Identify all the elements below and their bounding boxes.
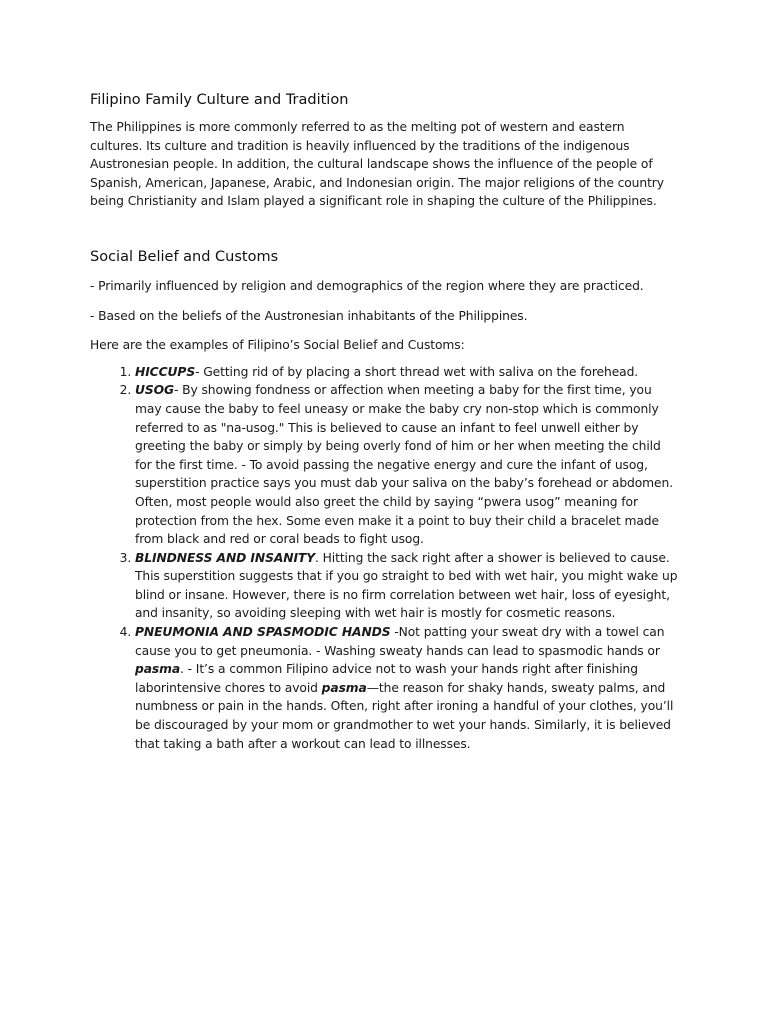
term-blindness-insanity: BLINDNESS AND INSANITY	[135, 550, 316, 565]
item-text-hiccups: - Getting rid of by placing a short thread wet with saliva on the forehead.	[195, 364, 639, 379]
item-text-pneumonia-b: . - It’s a common Filipino advice not to wash your hands right after finishing laborintensive chores to avoid	[135, 662, 638, 695]
term-pneumonia-spasmodic-hands: PNEUMONIA AND SPASMODIC HANDS	[135, 625, 391, 640]
list-item-blindness-insanity	[135, 549, 680, 623]
item-text-usog: - By showing fondness or affection when meeting a baby for the first time, you may cause the baby to feel uneasy or make the baby cry non-stop which is commonly referred to as "na-usog." This is believed to cause an infant to feel unwell either by greeting the baby or simply by being overly fond of him or her when meeting the child for the first time. - To avoid passing the negative energy and cure the infant of usog, superstition practice says you must dab your saliva on the baby’s forehead or abdomen. Often, most people would also greet the child by saying “pwera usog” meaning for protection from the hex. Some even make it a point to buy their child a bracelet made from black and red or coral beads to fight usog.	[135, 383, 674, 547]
term-usog: USOG	[135, 383, 174, 398]
term-pasma-1: pasma	[135, 662, 181, 677]
item-text-pneumonia-c: —the reason for shaky hands, sweaty palms, and numbness or pain in the hands. Often, right after ironing a handful of your clothes, you’ll be discouraged by your mom or grandmother to wet your hands. Similarly, it is believed that taking a bath after a workout can lead to illnesses.	[135, 680, 674, 751]
list-item-hiccups	[135, 363, 680, 382]
term-pasma-2: pasma	[321, 680, 367, 695]
item-text-pneumonia-a: -Not patting your sweat dry with a towel can cause you to get pneumonia. - Washing sweaty hands can lead to spasmodic hands or	[135, 625, 665, 658]
document-page	[90, 92, 680, 753]
page-title: Filipino Family Culture and Tradition	[90, 92, 349, 108]
item-text-blindness-insanity: . Hitting the sack right after a shower is believed to cause. This superstition suggests that if you go straight to bed with wet hair, you might wake up blind or insane. However, there is no firm correlation between wet hair, loss of eyesight, and insanity, so avoiding sleeping with wet hair is mostly for cosmetic reasons.	[135, 550, 678, 621]
examples-list	[90, 363, 680, 753]
examples-intro: Here are the examples of Filipino’s Social Belief and Customs:	[90, 338, 465, 353]
section-heading-social-belief: Social Belief and Customs	[90, 248, 279, 265]
term-hiccups: HICCUPS	[135, 364, 196, 379]
intro-paragraph: The Philippines is more commonly referred to as the melting pot of western and eastern cultures. Its culture and tradition is heavily influenced by the traditions of the indigenous Austronesian people. In addition, the cultural landscape shows the influence of the people of Spanish, American, Japanese, Arabic, and Indonesian origin. The major religions of the country being Christianity and Islam played a significant role in shaping the culture of the Philippines.	[90, 120, 664, 209]
list-item-pneumonia	[135, 623, 680, 753]
bullet-austronesian-beliefs: - Based on the beliefs of the Austronesian inhabitants of the Philippines.	[90, 308, 528, 323]
bullet-religion-demographics: - Primarily influenced by religion and demographics of the region where they are practiced.	[90, 278, 644, 293]
list-item-usog	[135, 381, 680, 548]
